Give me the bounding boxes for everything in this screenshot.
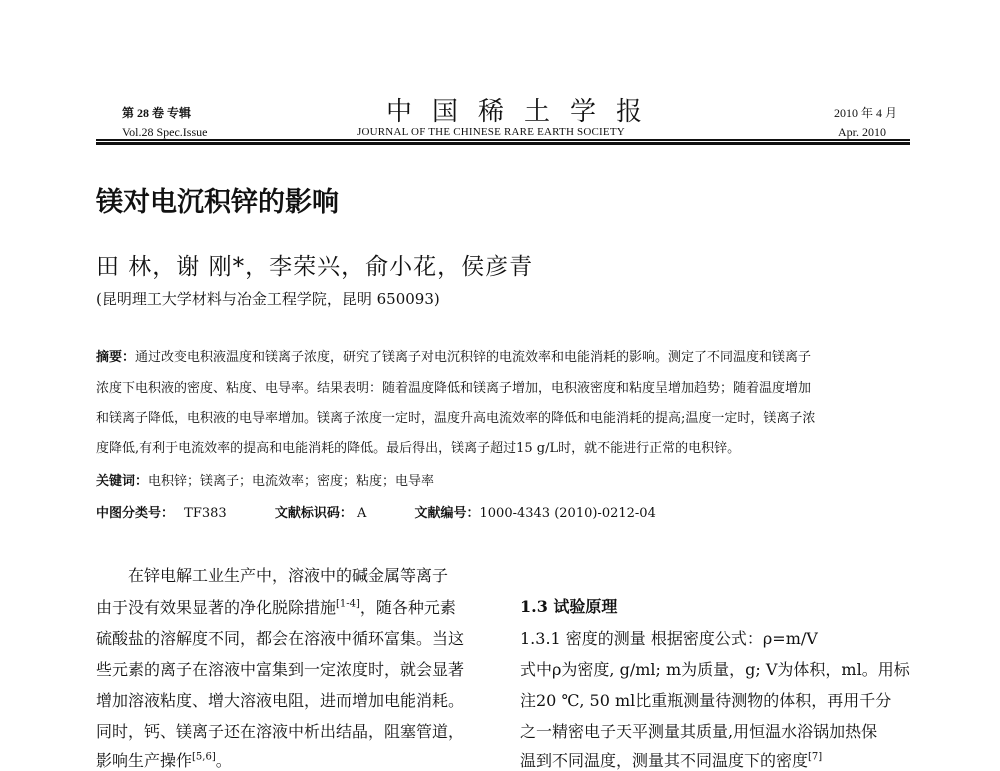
abstract-line-3: 和镁离子降低，电积液的电导率增加。镁离子浓度一定时，温度升高电流效率的降低和电能消耗的提高;温度一定时，镁离子浓 bbox=[96, 411, 816, 426]
body-left-line-5: 增加溶液粘度、增大溶液电阻，进而增加电能消耗。 bbox=[96, 691, 465, 710]
issue-date-en: Apr. 2010 bbox=[838, 125, 886, 139]
header-rule-thick bbox=[96, 142, 910, 145]
journal-title-cn: 中国稀土学报 bbox=[386, 97, 663, 127]
abstract-label: 摘要： bbox=[96, 350, 136, 365]
body-left-line-4: 些元素的离子在溶液中富集到一定浓度时，就会显著 bbox=[96, 660, 465, 679]
article-affiliation: (昆明理工大学材料与冶金工程学院，昆明 650093) bbox=[96, 290, 440, 308]
body-right-line-1: 1.3.1 密度的测量 根据密度公式：ρ=m/V bbox=[520, 629, 818, 648]
body-left-line-7-tail: 。 bbox=[215, 751, 232, 770]
body-right-line-5-text: 温到不同温度，测量其不同温度下的密度 bbox=[520, 751, 809, 770]
keywords-text: 电积锌；镁离子；电流效率；密度；粘度；电导率 bbox=[148, 474, 435, 489]
citation-ref: [5,6] bbox=[192, 751, 216, 763]
document-code-label: 文献标识码： bbox=[274, 506, 353, 521]
body-left-line-2-tail: ，随各种元素 bbox=[359, 598, 456, 617]
body-left-line-1: 在锌电解工业生产中，溶液中的碱金属等离子 bbox=[128, 566, 449, 585]
body-left-line-7-text: 影响生产操作 bbox=[96, 751, 193, 770]
class-number-label: 中图分类号： bbox=[96, 506, 175, 521]
body-left-line-3: 硫酸盐的溶解度不同，都会在溶液中循环富集。当这 bbox=[96, 629, 465, 648]
keywords-label: 关键词： bbox=[96, 474, 149, 489]
abstract-text-1: 通过改变电积液温度和镁离子浓度，研究了镁离子对电沉积锌的电流效率和电能消耗的影响。测定了不同温度和镁离子 bbox=[135, 350, 812, 365]
body-left-line-6: 同时，钙、镁离子还在溶液中析出结晶，阻塞管道， bbox=[96, 722, 465, 741]
citation-ref: [7] bbox=[808, 751, 823, 763]
body-left-line-2-text: 由于没有效果显著的净化脱除措施 bbox=[96, 598, 337, 617]
article-number-label: 文献编号： bbox=[414, 506, 480, 521]
body-right-line-4: 之一精密电子天平测量其质量,用恒温水浴锅加热保 bbox=[520, 722, 878, 741]
abstract-line-2: 浓度下电积液的密度、粘度、电导率。结果表明：随着温度降低和镁离子增加，电积液密度和粘度呈增加趋势；随着温度增加 bbox=[96, 381, 812, 396]
classification-line bbox=[96, 502, 656, 521]
issue-date-cn: 2010 年 4 月 bbox=[834, 106, 898, 120]
abstract-line-1 bbox=[96, 346, 811, 365]
citation-ref: [1-4] bbox=[336, 598, 360, 610]
body-left-line-2 bbox=[96, 595, 456, 618]
abstract-line-4: 度降低,有利于电流效率的提高和电能消耗的降低。最后得出，镁离子超过15 g/L时，就不能进行正常的电积锌。 bbox=[96, 441, 741, 456]
section-heading-1-3: 1.3 试验原理 bbox=[520, 597, 618, 616]
document-code-value: A bbox=[356, 506, 367, 521]
body-right-line-3: 注20 ℃, 50 ml比重瓶测量待测物的体积，再用千分 bbox=[520, 691, 892, 710]
journal-title-en: JOURNAL OF THE CHINESE RARE EARTH SOCIETY bbox=[357, 126, 625, 138]
volume-issue-cn: 第 28 卷 专辑 bbox=[122, 106, 192, 120]
article-authors: 田 林，谢 刚*，李荣兴，俞小花，侯彦青 bbox=[96, 254, 534, 280]
keywords-line bbox=[96, 470, 434, 489]
class-number-value: TF383 bbox=[184, 506, 227, 521]
article-number-value: 1000-4343 (2010)-0212-04 bbox=[479, 506, 656, 521]
article-title: 镁对电沉积锌的影响 bbox=[96, 187, 339, 218]
header-rule-thin bbox=[96, 139, 910, 141]
volume-issue-en: Vol.28 Spec.Issue bbox=[122, 125, 208, 139]
body-right-line-2: 式中ρ为密度, g/ml; m为质量，g; V为体积，ml。用标 bbox=[520, 660, 910, 679]
